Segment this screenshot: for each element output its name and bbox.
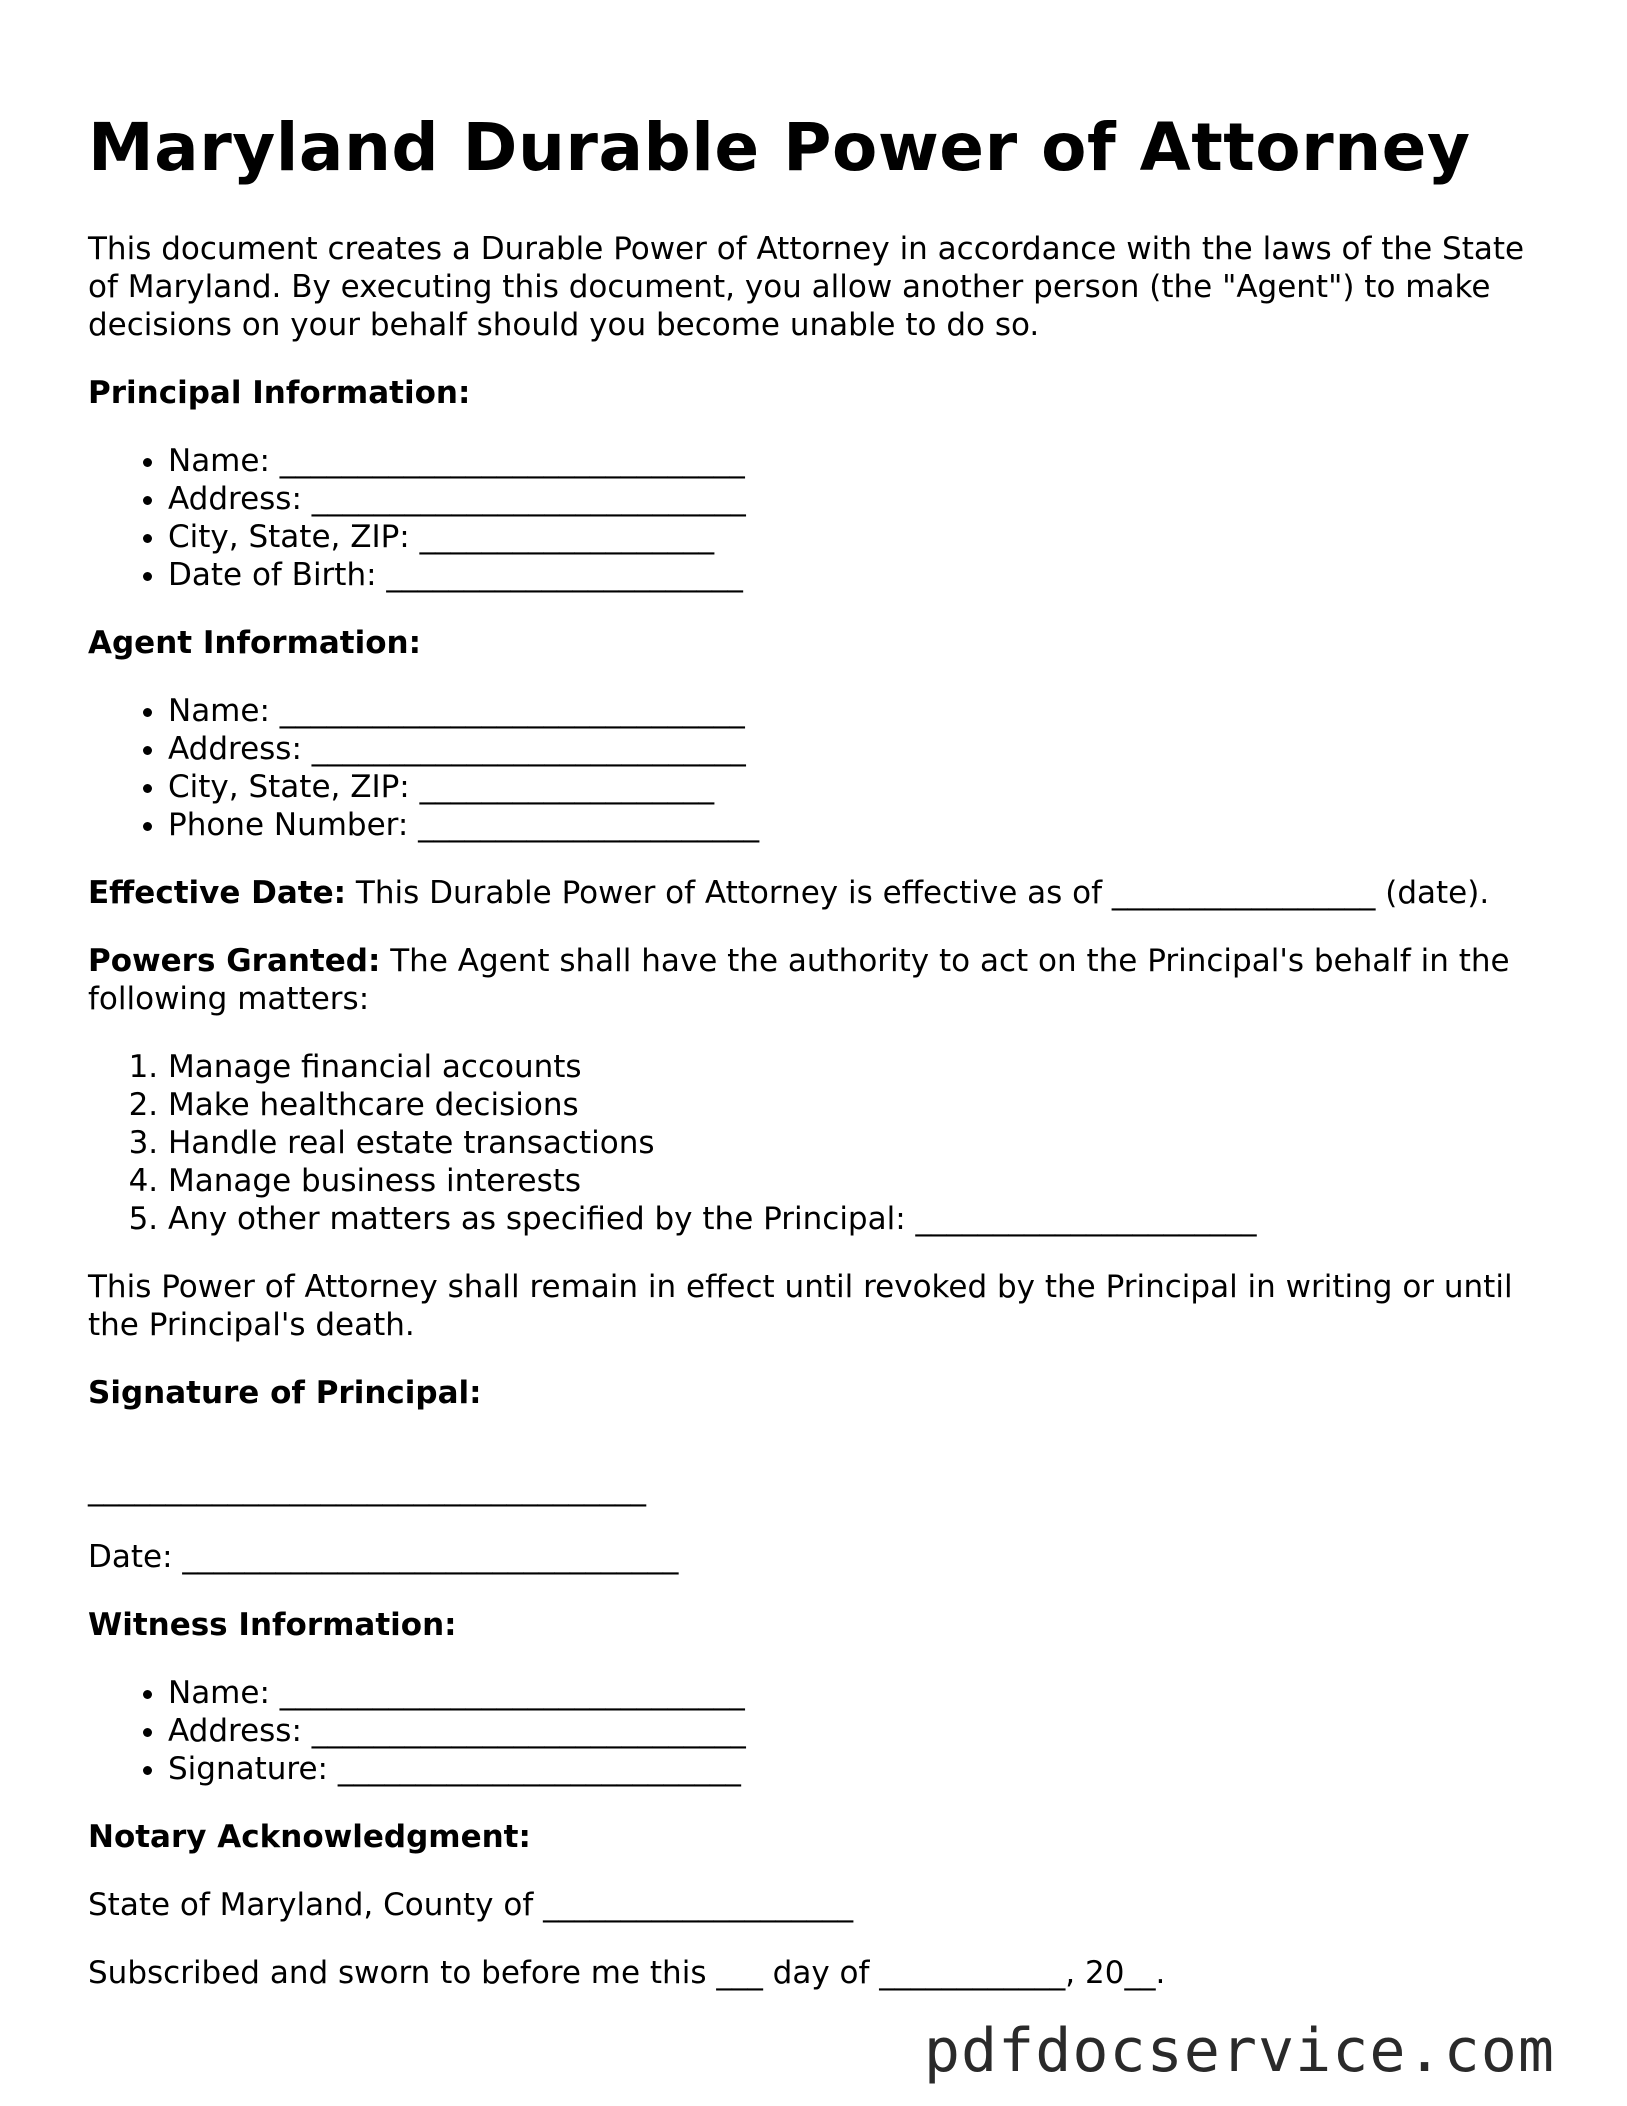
notary-heading: Notary Acknowledgment: [88,1819,531,1855]
list-item: • Address: ____________________________ [168,730,1548,768]
list-item: • Address: ____________________________ [168,480,1548,518]
notary-sworn: Subscribed and sworn to before me this ___ day of ____________, 20__. [88,1955,1166,1991]
list-item: 2. Make healthcare decisions [168,1086,1548,1124]
signature-date: Date: ________________________________ [88,1539,679,1575]
powers-paragraph [88,942,1548,1018]
principal-list [88,442,1548,594]
list-item: • Date of Birth: _______________________ [168,556,1548,594]
document-page [88,108,1548,2022]
list-item: • Phone Number: ______________________ [168,806,1548,844]
agent-list [88,692,1548,844]
list-item: • Address: ____________________________ [168,1712,1548,1750]
intro-paragraph: This document creates a Durable Power of Attorney in accordance with the laws of the State of Maryland. By executing this document, you allow another person (the "Agent") to make decisions on your behalf should you become unable to do so. [88,231,1525,343]
effective-date-paragraph [88,874,1548,912]
document-title: Maryland Durable Power of Attorney [88,109,1471,186]
list-item: • Name: ______________________________ [168,442,1548,480]
list-item: • City, State, ZIP: ___________________ [168,518,1548,556]
witness-heading: Witness Information: [88,1607,457,1643]
effective-date-label: Effective Date: [88,875,347,911]
duration-paragraph: This Power of Attorney shall remain in effect until revoked by the Principal in writing or until the Principal's death. [88,1269,1513,1343]
watermark: pdfdocservice.com [923,2016,1555,2086]
signature-heading: Signature of Principal: [88,1375,482,1411]
powers-list [88,1048,1548,1238]
list-item: • Name: ______________________________ [168,1674,1548,1712]
powers-text: The Agent shall have the authority to act on the Principal's behalf in the following matters: [88,943,1510,1017]
list-item: • Signature: __________________________ [168,1750,1548,1788]
notary-county: State of Maryland, County of ____________________ [88,1887,854,1923]
list-item: 4. Manage business interests [168,1162,1548,1200]
list-item: 5. Any other matters as specified by the Principal: ______________________ [168,1200,1548,1238]
signature-line: ____________________________________ [88,1471,646,1507]
principal-heading: Principal Information: [88,375,471,411]
list-item: 3. Handle real estate transactions [168,1124,1548,1162]
list-item: 1. Manage financial accounts [168,1048,1548,1086]
witness-list [88,1674,1548,1788]
powers-label: Powers Granted: [88,943,381,979]
list-item: • Name: ______________________________ [168,692,1548,730]
effective-date-text: This Durable Power of Attorney is effective as of _________________ (date). [346,875,1490,911]
agent-heading: Agent Information: [88,625,421,661]
list-item: • City, State, ZIP: ___________________ [168,768,1548,806]
